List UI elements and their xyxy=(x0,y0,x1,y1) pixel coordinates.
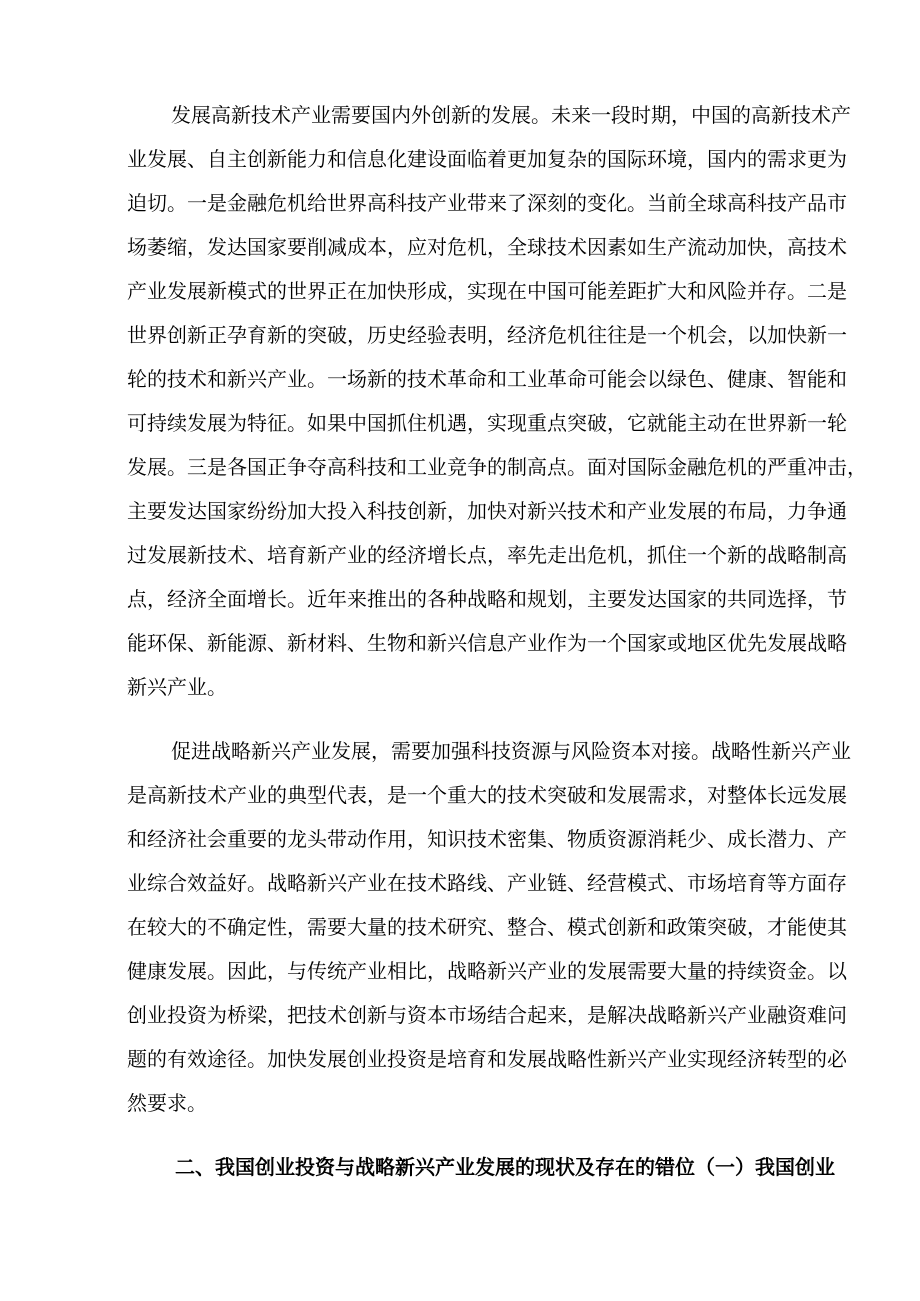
paragraph-1-line: 发展。三是各国正争夺高科技和工业竞争的制高点。面对国际金融危机的严重冲击， xyxy=(127,455,867,479)
paragraph-1-line: 发展高新技术产业需要国内外创新的发展。未来一段时期，中国的高新技术产 xyxy=(171,103,851,127)
paragraph-1-line: 点，经济全面增长。近年来推出的各种战略和规划，主要发达国家的共同选择，节 xyxy=(127,587,847,611)
paragraph-1-line: 可持续发展为特征。如果中国抓住机遇，实现重点突破，它就能主动在世界新一轮 xyxy=(127,411,847,435)
paragraph-2-line: 健康发展。因此，与传统产业相比，战略新兴产业的发展需要大量的持续资金。以 xyxy=(127,959,847,983)
paragraph-1-line: 世界创新正孕育新的突破，历史经验表明，经济危机往往是一个机会，以加快新一 xyxy=(127,323,847,347)
paragraph-2-line: 然要求。 xyxy=(127,1091,207,1115)
paragraph-1-line: 场萎缩，发达国家要削减成本，应对危机，全球技术因素如生产流动加快，高技术 xyxy=(127,235,847,259)
paragraph-1-line: 迫切。一是金融危机给世界高科技产业带来了深刻的变化。当前全球高科技产品市 xyxy=(127,191,847,215)
section-heading: 二、我国创业投资与战略新兴产业发展的现状及存在的错位（一）我国创业 xyxy=(175,1155,835,1179)
paragraph-1-line: 业发展、自主创新能力和信息化建设面临着更加复杂的国际环境，国内的需求更为 xyxy=(127,147,847,171)
paragraph-2-line: 和经济社会重要的龙头带动作用，知识技术密集、物质资源消耗少、成长潜力、产 xyxy=(127,827,847,851)
paragraph-1-line: 新兴产业。 xyxy=(127,675,227,699)
paragraph-2-line: 是高新技术产业的典型代表，是一个重大的技术突破和发展需求，对整体长远发展 xyxy=(127,783,847,807)
paragraph-1-line: 能环保、新能源、新材料、生物和新兴信息产业作为一个国家或地区优先发展战略 xyxy=(127,631,847,655)
paragraph-2-line: 促进战略新兴产业发展，需要加强科技资源与风险资本对接。战略性新兴产业 xyxy=(171,739,851,763)
paragraph-2-line: 业综合效益好。战略新兴产业在技术路线、产业链、经营模式、市场培育等方面存 xyxy=(127,871,847,895)
paragraph-1-line: 产业发展新模式的世界正在加快形成，实现在中国可能差距扩大和风险并存。二是 xyxy=(127,279,847,303)
paragraph-1-line: 过发展新技术、培育新产业的经济增长点，率先走出危机，抓住一个新的战略制高 xyxy=(127,543,847,567)
paragraph-2-line: 题的有效途径。加快发展创业投资是培育和发展战略性新兴产业实现经济转型的必 xyxy=(127,1047,847,1071)
paragraph-2-line: 在较大的不确定性，需要大量的技术研究、整合、模式创新和政策突破，才能使其 xyxy=(127,915,847,939)
paragraph-2-line: 创业投资为桥梁，把技术创新与资本市场结合起来，是解决战略新兴产业融资难问 xyxy=(127,1003,847,1027)
paragraph-1-line: 主要发达国家纷纷加大投入科技创新，加快对新兴技术和产业发展的布局，力争通 xyxy=(127,499,847,523)
paragraph-1-line: 轮的技术和新兴产业。一场新的技术革命和工业革命可能会以绿色、健康、智能和 xyxy=(127,367,847,391)
